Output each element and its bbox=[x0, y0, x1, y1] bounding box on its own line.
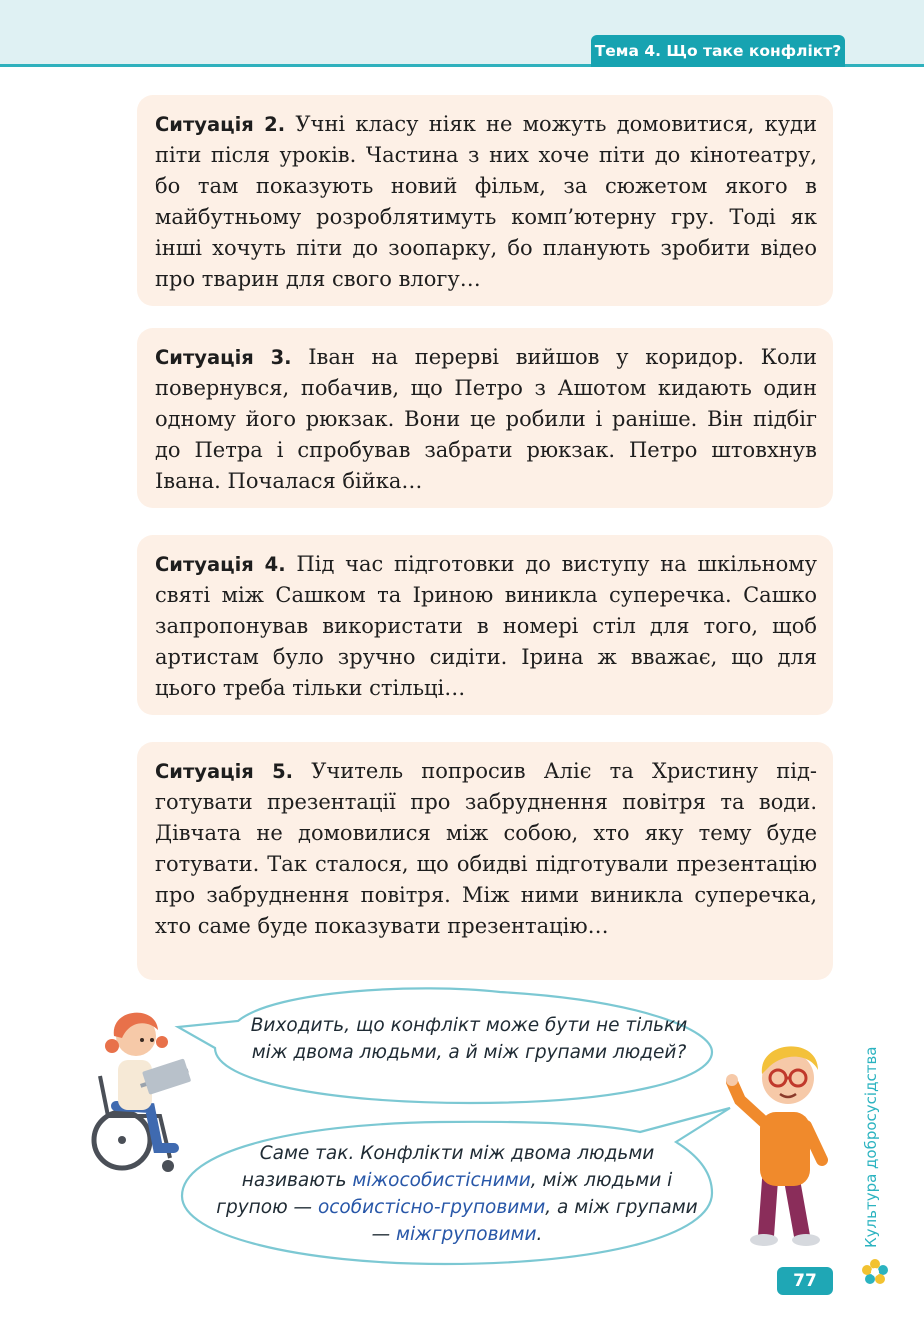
situation-label: Ситуація 5. bbox=[155, 760, 294, 783]
flower-icon bbox=[861, 1258, 889, 1286]
situation-label: Ситуація 2. bbox=[155, 113, 286, 136]
answer-bubble bbox=[212, 1140, 702, 1248]
page-number: 77 bbox=[777, 1267, 833, 1295]
situation-label: Ситуація 3. bbox=[155, 346, 292, 369]
question-bubble: Виходить, що конфлікт може бути не тільки між двома людьми, а й між групами людей? bbox=[250, 1015, 688, 1063]
term-intergroup: міжгруповими bbox=[396, 1224, 537, 1245]
situation-text: Учні класу ніяк не можуть домовитися, куди піти після уроків. Частина з них хоче піти до кінотеатру, бо там показують новий фільм, за сюжетом якого в майбутньому розроблятимуть комп’ютерну гру. Тоді як інші хочуть піти до зоопарку, бо планують зробити відео про тварин для свого влогу… bbox=[155, 112, 817, 291]
answer-text: . bbox=[536, 1224, 543, 1245]
situation-text: Під час підготовки до виступу на шкільному святі між Сашком та Іриною виникла суперечка. Сашко запропонував використати в номері стіл для того, щоб артистам було зручно сидіти. Ірина ж вважає, що для цього треба тільки стільці… bbox=[155, 552, 817, 700]
answer-text: , а між групами — bbox=[371, 1197, 698, 1245]
answer-text: , між людьми і групою — bbox=[216, 1170, 673, 1218]
term-interpersonal: міжособистісними bbox=[352, 1170, 531, 1191]
side-section-label: Культура добросусідства bbox=[862, 1046, 880, 1248]
boy-illustration bbox=[726, 1030, 834, 1248]
girl-wheelchair-illustration bbox=[78, 998, 202, 1174]
answer-text: Саме так. Конфлікти між двома людьми називають bbox=[241, 1143, 655, 1191]
situation-text: Іван на перерві вийшов у коридор. Коли повернувся, побачив, що Петро з Ашотом кидають один одному його рюкзак. Вони це робили і раніше. Він підбіг до Петра і спробував забрати рюкзак. Петро штовхнув Івана. Почалася бійка… bbox=[155, 345, 817, 493]
topic-tab: Тема 4. Що таке конфлікт? bbox=[591, 35, 845, 67]
term-personal-group: особистісно-груповими bbox=[317, 1197, 546, 1218]
situation-label: Ситуація 4. bbox=[155, 553, 286, 576]
situation-text: Учитель попросив Аліє та Христину підготувати презентації про забруднення повітря та води. Дівчата не домовилися між собою, хто яку тему буде готувати. Так сталося, що обидві підготували презентацію про забруднення повітря. Між ними виникла суперечка, хто саме буде показувати презентацію… bbox=[155, 759, 817, 938]
